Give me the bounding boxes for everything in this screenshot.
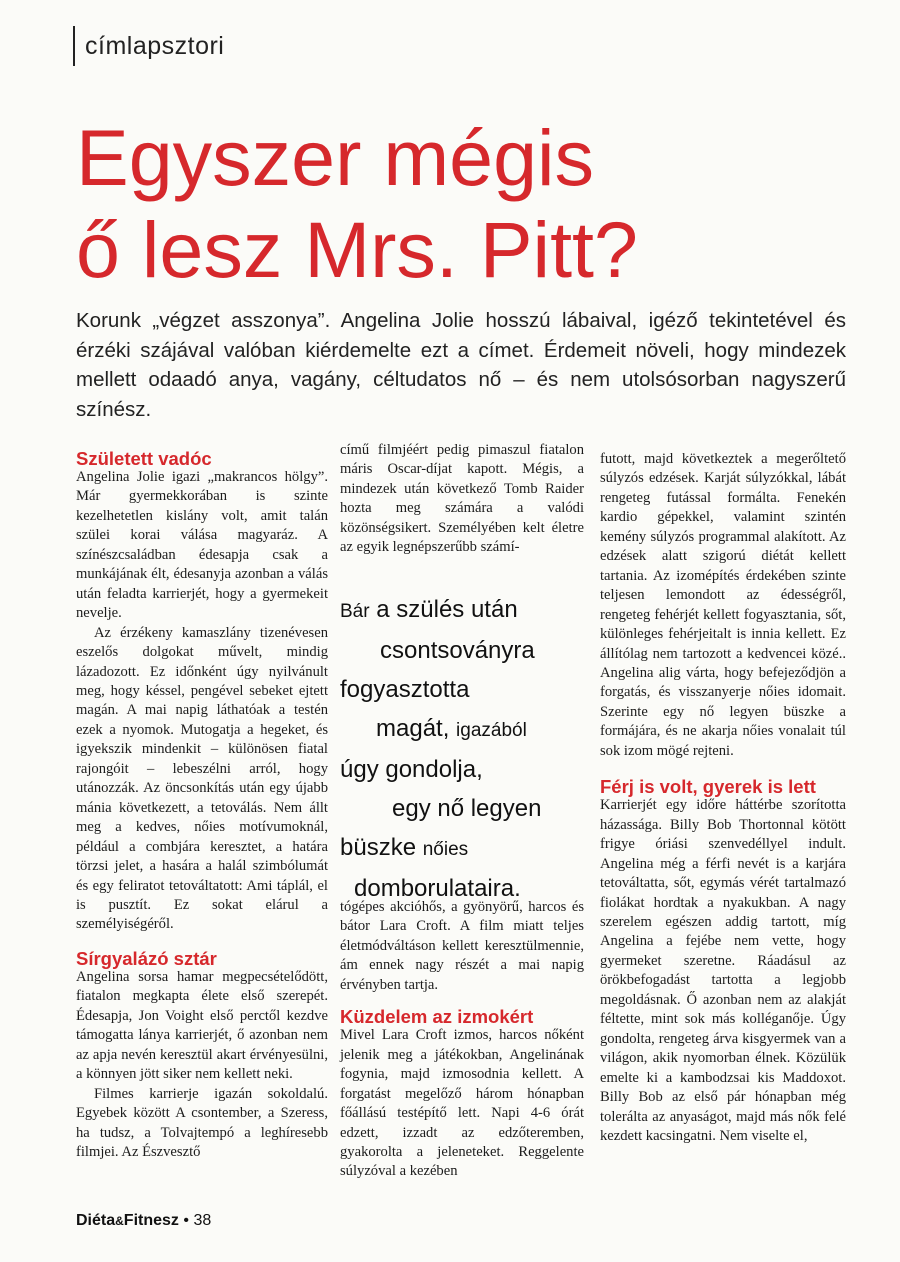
paragraph: című filmjéért pedig pimaszul fiatalon máris Oscar-díjat kapott. Mégis, a mindezek után következő Tomb Raider hozta meg számára a valódi közönségsikert. Személyében kelt életre az egyik legnépszerűbb számí- bbox=[340, 442, 584, 556]
column-2-top bbox=[340, 441, 584, 558]
title-line-2: ő lesz Mrs. Pitt? bbox=[76, 205, 638, 294]
paragraph: Az érzékeny kamaszlány tizenévesen eszelős dolgokat művelt, mindig lázadozott. Ez időnként úgy nyilvánult meg, hogy késsel, pengével sebeket ejtett magán. A mai napig láthatóak a testén ezek a nyomok. Mutogatja a hegeket, és igyekszik mindenkit – különösen fiatal rajongóit – lebeszélni arról, hogy utánozzák. Az öncsonkítás után egy újabb mánia következett, a tetoválás. Nem állt meg a kedves, nőies motívumoknál, például a combjára keresztet, a határa törzsi jelet, a hasára a halál szimbólumát és egy feliratot tetováltatott: Ami táplál, el is pusztít. Ez sokat elárul a személyiségéről. bbox=[76, 624, 328, 933]
quote-line: úgy gondolja, bbox=[340, 756, 483, 783]
paragraph: futott, majd következtek a megerőltető súlyzós edzések. Karját súlyzókkal, lábát rengeteg futással formálta. Fenekén kardio gépekkel, valamint szintén kemény súlyzós programmal alakított. Az edzések alatt szigorú diétát kellett tartania. Az izomépítés érdekében szinte teljesen lemondott az édességről, rengeteg fehérjét kellett fogyasztania, sőt, különleges fehérjeitalt is innia kellett. Ez állítólag nem tartozott a kedvencei közé.. Angelina alig várta, hogy befejeződjön a forgatás, és visszanyerje nőies idomait. Szerinte egy nő legyen büszke a formájára, és ne akarja nőies vonalait túl sok izom mögé rejteni. bbox=[600, 451, 846, 759]
article-lead: Korunk „végzet asszonya”. Angelina Jolie hosszú lábaival, igéző tekintetével és érzéki szájával valóban kiérdemelte ezt a címet. Érdemeit növeli, hogy mindezek mellett odaadó anya, vagány, céltudatos nő – és nem utolsósorban nagyszerű színész. bbox=[76, 309, 846, 421]
paragraph: Angelina Jolie igazi „makrancos hölgy”. Már gyermekkorában is szinte kezelhetetlen kislány volt, amit talán szülei korai válása magyaráz. A színészcsaládban édesapja csak a munkájának élt, édesanyja azonban a válás után feladta karrierjét, hogy a gyermekeit nevelje. bbox=[76, 469, 328, 622]
subheading-muscles: Küzdelem az izmokért bbox=[340, 1006, 534, 1028]
subheading-born-wild: Született vadóc bbox=[76, 448, 212, 469]
quote-word: magát, bbox=[376, 715, 450, 742]
subheading-husband-child: Férj is volt, gyerek is lett bbox=[600, 776, 816, 798]
page-number: 38 bbox=[193, 1212, 212, 1229]
column-3 bbox=[600, 450, 846, 1146]
column-1 bbox=[76, 449, 328, 1162]
column-2-bottom bbox=[340, 898, 584, 1182]
quote-line: fogyasztotta bbox=[340, 676, 470, 703]
paragraph: Angelina sorsa hamar megpecsételődött, fiatalon megkapta élete első szerepét. Édesapja, Jon Voight első perctől kezdve támogatta lánya karrierjét, ő azonban nem az apja nevén keresztül akart érvényesülni, a könnyen jött siker nem kellett neki. bbox=[76, 968, 328, 1083]
page-footer bbox=[76, 1212, 211, 1230]
quote-word: igazából bbox=[456, 720, 527, 741]
paragraph: Mivel Lara Croft izmos, harcos nőként jelenik meg a játékokban, Angelinának fogynia, majd izmosodnia kellett. A forgatást megelőző három hónapban főállású testépítő lett. Napi 4-6 órát edzett, izzadt az edzőteremben, gyakorolta a jeleneteket. Reggelente súlyzóval a kezében bbox=[340, 1027, 584, 1180]
pull-quote bbox=[340, 590, 590, 908]
quote-word: büszke bbox=[340, 834, 417, 861]
paragraph: Karrierjét egy időre háttérbe szorította házassága. Billy Bob Thortonnal kötött frigye óriási szenvedéllyel indult. Angelina még a férfi nevét is a karjára tetováltatta, sőt, egymás vérét tartalmazó fiolákat hordtak a nyakukban. A nagy szerelem egészen addig tartott, míg Angelina a fejébe nem vette, hogy gyermeket szeretne. Ráadásul az örökbefogadást tartotta a legjobb megoldásnak. Ő azonban nem az alakját féltette, mint sok más kolléganője. Úgy gondolta, rengeteg árva kisgyermek van a világon, akik nyomorban élnek. Közülük emelte ki a kambodzsai kis Maddoxot. Billy Bob az első pár hónapban még tolerálta az anyaságot, majd más nők felé kezdett kacsingatni. Nem viselte el, bbox=[600, 797, 846, 1144]
title-line-1: Egyszer mégis bbox=[76, 113, 595, 202]
quote-line: domborulataira. bbox=[354, 875, 521, 902]
magazine-name: Diéta&Fitnesz bbox=[76, 1212, 179, 1229]
section-kicker: címlapsztori bbox=[73, 26, 224, 66]
paragraph: Filmes karrierje igazán sokoldalú. Egyebek között A csontember, a Szeress, ha tudsz, a Tolvajtempó a leghíresebb filmjei. Az Észvesztő bbox=[76, 1085, 328, 1160]
quote-word: nőies bbox=[422, 839, 469, 860]
footer-separator: • bbox=[183, 1212, 189, 1229]
paragraph: tógépes akcióhős, a gyönyörű, harcos és bátor Lara Croft. A film miatt teljes életmódváltáson kellett keresztülmennie, ám ennek nagy részét a mai napig érvényben tartja. bbox=[340, 899, 584, 993]
article-title bbox=[76, 112, 876, 296]
quote-word: Bár bbox=[340, 601, 370, 622]
subheading-grave-star: Sírgyalázó sztár bbox=[76, 947, 217, 969]
quote-word: a szülés után bbox=[376, 596, 518, 623]
quote-line: egy nő legyen bbox=[392, 795, 542, 822]
quote-line: csontsoványra bbox=[380, 637, 535, 664]
